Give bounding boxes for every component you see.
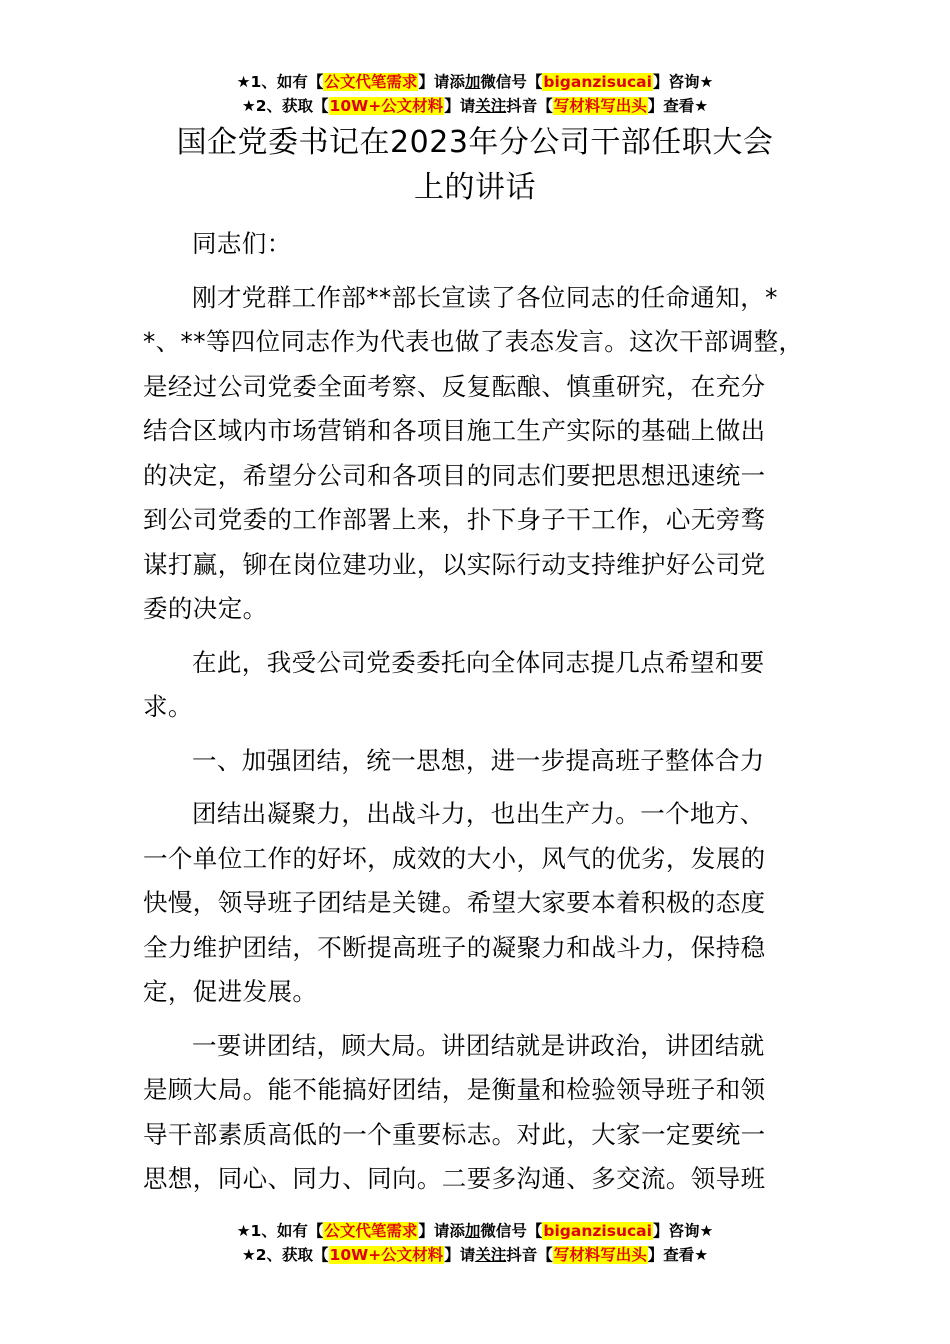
banner-text: 】请 xyxy=(444,1246,476,1264)
banner-highlight: biganzisucai xyxy=(543,73,652,91)
banner-underlined-text: 加 xyxy=(464,1222,481,1240)
header-banner xyxy=(0,70,950,118)
title-line-2: 上的讲话 xyxy=(414,170,536,205)
title-line-1: 国企党委书记在2023年分公司干部任职大会 xyxy=(176,125,774,160)
banner-highlight: 写材料写出头 xyxy=(553,97,647,115)
banner-text: ★1、如有【 xyxy=(236,73,324,91)
text-line: 是经过公司党委全面考察、反复酝酿、慎重研究，在充分 xyxy=(143,371,766,401)
footer-banner xyxy=(0,1219,950,1267)
banner-line-2 xyxy=(0,94,950,118)
document-body xyxy=(143,222,807,1211)
banner-underlined-text: 关注 xyxy=(475,97,507,115)
paragraph-points xyxy=(143,1024,807,1202)
banner-text: ★1、如有【 xyxy=(236,1222,324,1240)
document-title xyxy=(100,120,850,210)
banner-text: 】请添 xyxy=(418,73,465,91)
text-line: 同志们： xyxy=(192,229,292,258)
banner-text: ★2、获取【 xyxy=(241,97,329,115)
text-line: 一、加强团结，统一思想，进一步提高班子整体合力 xyxy=(192,745,765,775)
banner-highlight: 公文代笔需求 xyxy=(324,73,418,91)
text-line: 是顾大局。能不能搞好团结，是衡量和检验领导班子和领 xyxy=(143,1075,766,1104)
banner-text: 抖音【 xyxy=(506,97,553,115)
paragraph-request xyxy=(143,641,807,730)
banner-line-1 xyxy=(0,70,950,94)
banner-text: 抖音【 xyxy=(506,1246,553,1264)
paragraph-unity xyxy=(143,792,807,1015)
text-line: *、**等四位同志作为代表也做了表态发言。这次干部调整， xyxy=(143,327,804,356)
banner-text: 微信号【 xyxy=(480,73,543,91)
text-line: 求。 xyxy=(143,692,193,721)
banner-text: 】请 xyxy=(444,97,476,115)
section-heading-1 xyxy=(143,739,807,784)
text-line: 在此，我受公司党委委托向全体同志提几点希望和要 xyxy=(192,647,765,677)
banner-line-2 xyxy=(0,1243,950,1267)
banner-underlined-text: 加 xyxy=(464,73,481,91)
text-line: 谋打赢，铆在岗位建功业，以实际行动支持维护好公司党 xyxy=(143,549,766,579)
text-line: 一要讲团结，顾大局。讲团结就是讲政治，讲团结就 xyxy=(192,1030,765,1060)
banner-underlined-text: 关注 xyxy=(475,1246,507,1264)
text-line: 到公司党委的工作部署上来，扑下身子干工作，心无旁骛 xyxy=(143,505,766,534)
banner-text: 微信号【 xyxy=(480,1222,543,1240)
banner-highlight: 10W+公文材料 xyxy=(329,1246,444,1264)
text-line: 定，促进发展。 xyxy=(143,977,318,1006)
text-line: 结合区域内市场营销和各项目施工生产实际的基础上做出 xyxy=(143,416,766,445)
banner-text: 】查看★ xyxy=(647,97,709,115)
text-line: 的决定，希望分公司和各项目的同志们要把思想迅速统一 xyxy=(143,460,766,490)
banner-text: 】咨询★ xyxy=(652,1222,714,1240)
banner-highlight: biganzisucai xyxy=(543,1222,652,1240)
paragraph-salutation xyxy=(143,222,807,267)
banner-text: 】咨询★ xyxy=(652,73,714,91)
text-line: 委的决定。 xyxy=(143,594,268,623)
text-line: 思想，同心、同力、同向。二要多沟通、多交流。领导班 xyxy=(143,1164,766,1193)
banner-text: 】请添 xyxy=(418,1222,465,1240)
text-line: 一个单位工作的好坏，成效的大小，风气的优劣，发展的 xyxy=(143,843,766,873)
banner-highlight: 写材料写出头 xyxy=(553,1246,647,1264)
banner-text: 】查看★ xyxy=(647,1246,709,1264)
paragraph-intro xyxy=(143,276,807,632)
banner-text: ★2、获取【 xyxy=(241,1246,329,1264)
text-line: 全力维护团结，不断提高班子的凝聚力和战斗力，保持稳 xyxy=(143,932,766,962)
banner-highlight: 10W+公文材料 xyxy=(329,97,444,115)
text-line: 导干部素质高低的一个重要标志。对此，大家一定要统一 xyxy=(143,1119,766,1149)
text-line: 刚才党群工作部**部长宣读了各位同志的任命通知，* xyxy=(192,282,778,312)
banner-line-1 xyxy=(0,1219,950,1243)
text-line: 快慢，领导班子团结是关键。希望大家要本着积极的态度 xyxy=(143,888,766,917)
banner-highlight: 公文代笔需求 xyxy=(324,1222,418,1240)
text-line: 团结出凝聚力，出战斗力，也出生产力。一个地方、 xyxy=(192,799,765,828)
